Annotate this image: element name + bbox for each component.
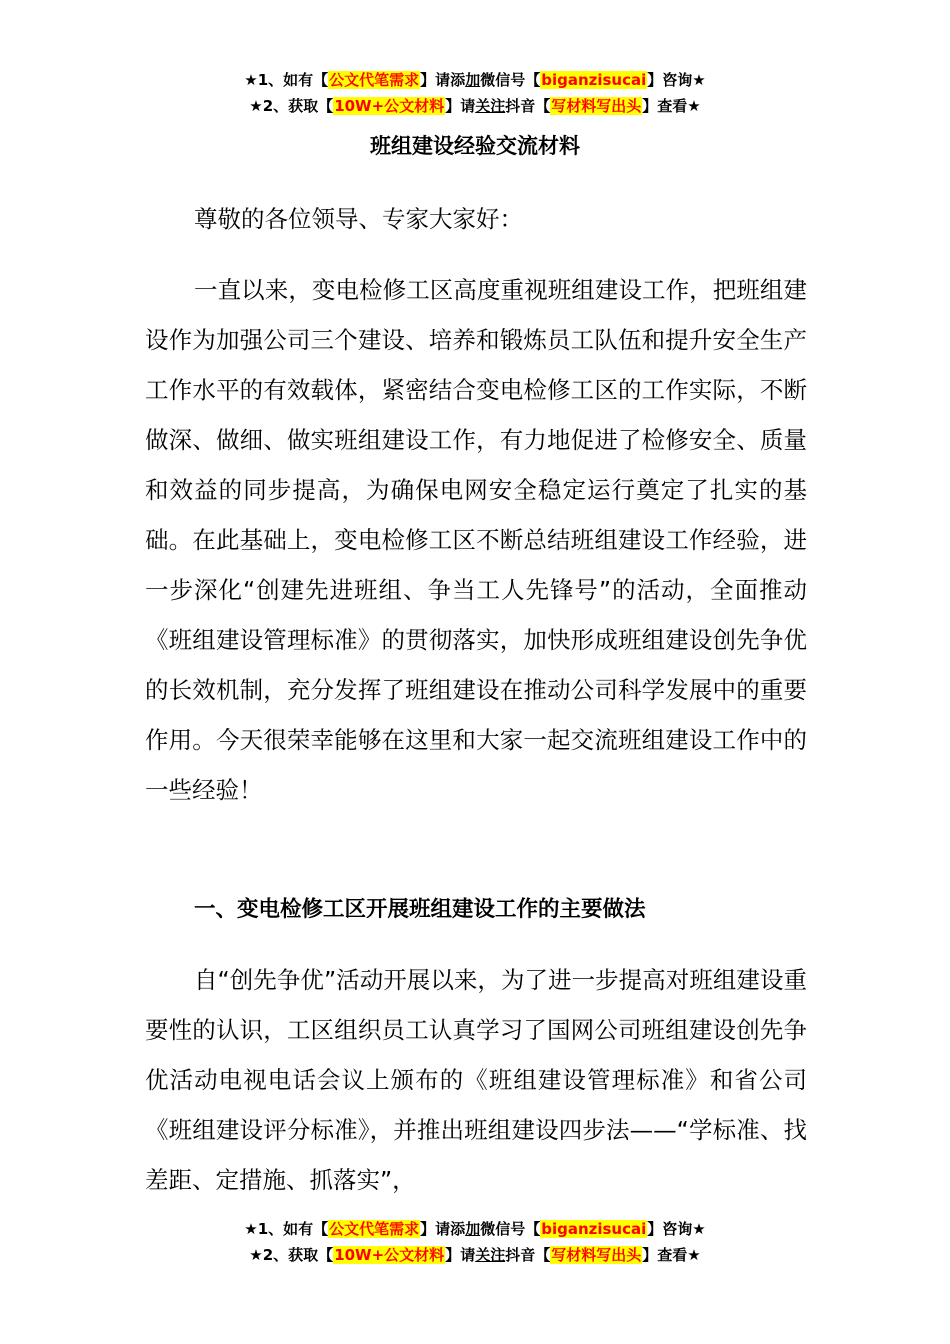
banner-underlined-text: 加 [465,1220,481,1238]
banner-text: 】咨询★ [647,1220,706,1238]
banner-text: 】请添 [420,71,466,89]
banner-highlight: biganzisucai [541,71,647,89]
banner-highlight: 公文代笔需求 [329,71,420,89]
banner-highlight: biganzisucai [541,1220,647,1238]
paragraph-intro: 一直以来，变电检修工区高度重视班组建设工作，把班组建设作为加强公司三个建设、培养和锻炼员工队伍和提升安全生产工作水平的有效载体，紧密结合变电检修工区的工作实际，不断做深、做细、做实班组建设工作，有力地促进了检修安全、质量和效益的同步提高，为确保电网安全稳定运行奠定了扎实的基础。在此基础上，变电检修工区不断总结班组建设工作经验，进一步深化“创建先进班组、争当工人先锋号”的活动，全面推动《班组建设管理标准》的贯彻落实，加快形成班组建设创先争优的长效机制，充分发挥了班组建设在推动公司科学发展中的重要作用。今天很荣幸能够在这里和大家一起交流班组建设工作中的一些经验！ [145,276,807,804]
paragraph-section1: 自“创先争优”活动开展以来，为了进一步提高对班组建设重要性的认识，工区组织员工认真学习了国网公司班组建设创先争优活动电视电话会议上颁布的《班组建设管理标准》和省公司《班组建设评分标准》，并推出班组建设四步法——“学标准、找差距、定措施、抓落实”， [145,966,807,1194]
banner-text: ★1、如有【 [244,1220,329,1238]
banner-highlight: 10W+公文材料 [334,97,445,115]
banner-text: 微信号【 [480,71,541,89]
banner-text: ★2、获取【 [249,97,334,115]
banner-text: 】查看★ [642,97,701,115]
banner-text: 】请 [445,97,476,115]
banner-highlight: 写材料写出头 [551,97,642,115]
banner-text: ★1、如有【 [244,71,329,89]
banner-text: 】请 [445,1246,476,1264]
banner-underlined-text: 关注 [475,1246,506,1264]
banner-highlight: 10W+公文材料 [334,1246,445,1264]
document-title: 班组建设经验交流材料 [370,134,580,158]
banner-line-2 [0,1242,950,1268]
banner-line-1 [0,1216,950,1242]
banner-text: 抖音【 [505,1246,551,1264]
footer-banner [0,1216,950,1268]
banner-line-1 [0,67,950,93]
banner-text: 】查看★ [642,1246,701,1264]
banner-line-2 [0,93,950,119]
banner-text: ★2、获取【 [249,1246,334,1264]
banner-text: 微信号【 [480,1220,541,1238]
banner-highlight: 写材料写出头 [551,1246,642,1264]
banner-underlined-text: 关注 [475,97,506,115]
salutation: 尊敬的各位领导、专家大家好： [194,205,523,233]
banner-text: 】咨询★ [647,71,706,89]
banner-highlight: 公文代笔需求 [329,1220,420,1238]
banner-text: 】请添 [420,1220,466,1238]
header-banner [0,67,950,119]
section-heading: 一、变电检修工区开展班组建设工作的主要做法 [194,897,646,922]
banner-text: 抖音【 [505,97,551,115]
banner-underlined-text: 加 [465,71,481,89]
